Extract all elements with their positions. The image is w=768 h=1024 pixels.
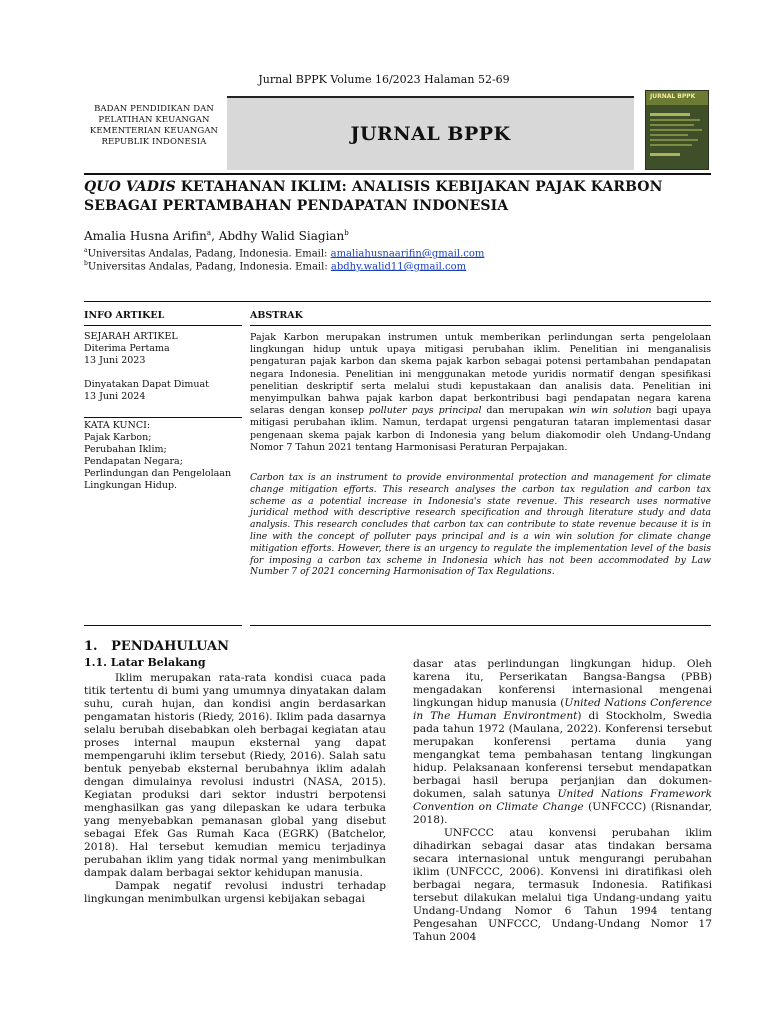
- info-artikel-heading: INFO ARTIKEL: [84, 310, 165, 321]
- publisher-block: [84, 104, 224, 148]
- author-sup: b: [344, 229, 349, 237]
- abstract-english: Carbon tax is an instrument to provide environmental protection and management for climate change mitigation efforts. This research analyses the carbon tax regulation and carbon tax scheme as a potential increase in Indonesia's state revenue. This research uses normative juridical method with descriptive research specification and through literature study and data analysis. This research concludes that carbon tax can contribute to state revenue because it is in line with the concept of polluter pays principal and is a win win solution for climate change mitigation efforts. However, there is an urgency to regulate the implementation level of the basis for imposing a carbon tax scheme in Indonesia which has not been accommodated by Law Number 7 of 2021 concerning Harmonisation of Tax Regulations.: [250, 472, 711, 578]
- history-heading: SEJARAH ARTIKEL: [84, 331, 178, 342]
- keywords-heading: KATA KUNCI:: [84, 420, 151, 431]
- paragraph-emphasis: United Nations Framework Convention on Climate Change: [413, 788, 712, 813]
- abstract-text: bagi upaya mitigasi perubahan iklim. Namun, terdapat urgensi pengaturan tataran implementasi dasar pengenaan skema pajak karbon di Indonesia yang belum diakomodir oleh Undang-Undang Nomor 7 Tahun 2021 tentang Harmonisasi Peraturan Perpajakan.: [250, 405, 711, 453]
- publisher-line: KEMENTERIAN KEUANGAN: [89, 126, 219, 136]
- author-separator: ,: [211, 229, 219, 243]
- keyword: Perlindungan dan Pengelolaan: [84, 468, 232, 479]
- title-line-1: [84, 178, 714, 197]
- abstract-rule: [250, 325, 711, 326]
- accepted-label: Dinyatakan Dapat Dimuat: [84, 379, 209, 390]
- affiliation-sup: a: [84, 247, 88, 254]
- affiliation: [84, 258, 466, 273]
- paragraph: UNFCCC atau konvensi perubahan iklim dihadirkan sebagai dasar atas tindakan bersama secara internasional untuk mengurangi perubahan iklim (UNFCCC, 2006). Konvensi ini diratifikasi oleh berbagai negara, termasuk Indonesia. Ratifikasi tersebut dilakukan melalui tiga Undang-undang yaitu Undang-Undang Nomor 6 Tahun 1994 tentang Pengesahan UNFCCC, Undang-Undang Nomor 17 Tahun 2004: [413, 827, 712, 943]
- publisher-line: BADAN PENDIDIKAN DAN: [94, 104, 214, 114]
- body-column-right: [413, 658, 712, 944]
- received-date: 13 Juni 2023: [84, 355, 146, 366]
- abstract-end-rule-right: [250, 625, 711, 626]
- abstract-text: dan merupakan: [481, 405, 569, 417]
- title-italic: QUO VADIS: [84, 179, 176, 195]
- journal-cover-image: [645, 90, 709, 170]
- received-label: Diterima Pertama: [84, 343, 170, 354]
- paragraph-emphasis: United Nations Conference in The Human Environtment: [413, 697, 712, 722]
- keywords-rule: [84, 417, 242, 418]
- abstract-end-rule-left: [84, 625, 242, 626]
- article-history: [84, 331, 249, 403]
- title-line-2: SEBAGAI PERTAMBAHAN PENDAPATAN INDONESIA: [84, 198, 509, 214]
- article-title: [84, 178, 714, 216]
- keywords-block: [84, 420, 249, 492]
- title-text: KETAHANAN IKLIM: ANALISIS KEBIJAKAN PAJAK KARBON: [175, 179, 663, 195]
- section-rule: [84, 301, 711, 302]
- keyword: Lingkungan Hidup.: [84, 480, 178, 491]
- paragraph: [413, 658, 712, 827]
- body-column-left: [84, 672, 386, 906]
- author-list: [84, 229, 349, 243]
- email-link[interactable]: abdhy.walid11@gmail.com: [330, 261, 467, 273]
- abstrak-heading: ABSTRAK: [250, 310, 303, 321]
- author-name: Amalia Husna Arifin: [84, 229, 207, 243]
- abstract-text: Pajak Karbon merupakan instrumen untuk memberikan perlindungan serta pengelolaan lingkungan hidup untuk upaya mitigasi perubahan iklim. Penelitian ini menganalisis pengaturan pajak karbon dan skema pajak karbon sebagai potensi pertambahan pendapatan negara Indonesia. Penelitian ini menggunakan metode yuridis normatif dengan spesifikasi penelitian deskriptif serta melalui studi kepustakaan dan analisis data. Penelitian ini menyimpulkan bahwa pajak karbon dapat berkontribusi bagi pendapatan negara karena selaras dengan konsep: [250, 332, 711, 417]
- paragraph: Dampak negatif revolusi industri terhadap lingkungan menimbulkan urgensi kebijakan sebagai: [84, 880, 386, 905]
- abstract-indonesian: [250, 332, 711, 454]
- cover-title: JURNAL BPPK: [650, 93, 696, 100]
- journal-header-box: [227, 96, 634, 170]
- affiliation-text: Universitas Andalas, Padang, Indonesia. Email:: [87, 248, 331, 260]
- accepted-date: 13 Juni 2024: [84, 391, 146, 402]
- keyword: Pendapatan Negara;: [84, 456, 183, 467]
- author-sup: a: [206, 229, 212, 237]
- paragraph-text: (UNFCCC) (Risnandar, 2018).: [413, 801, 712, 826]
- paragraph-text: ) di Stockholm, Swedia pada tahun 1972 (Maulana, 2022). Konferensi tersebut merupakan konferensi pertama dunia yang mengangkat tema pembahasan tentang lingkungan hidup. Pelaksanaan konferensi tersebut mendapatkan berbagai hasil berupa perjanjian dan dokumen-dokumen, salah satunya: [413, 710, 712, 800]
- affiliation-text: Universitas Andalas, Padang, Indonesia. Email:: [87, 261, 331, 273]
- keyword: Perubahan Iklim;: [84, 444, 167, 455]
- affiliation-sup: b: [84, 260, 88, 267]
- journal-volume-line: Jurnal BPPK Volume 16/2023 Halaman 52-69: [258, 73, 510, 86]
- paragraph-text: dasar atas perlindungan lingkungan hidup. Oleh karena itu, Perserikatan Bangsa-Bangsa (PBB) mengadakan konferensi internasional mengenai lingkungan hidup manusia (: [413, 658, 712, 709]
- header-rule: [84, 173, 711, 175]
- abstract-emphasis: polluter pays principal: [368, 405, 482, 417]
- author-name: Abdhy Walid Siagian: [218, 229, 345, 243]
- keyword: Pajak Karbon;: [84, 432, 152, 443]
- info-rule: [84, 325, 242, 326]
- publisher-line: PELATIHAN KEUANGAN: [98, 115, 210, 125]
- email-link[interactable]: amaliahusnaarifin@gmail.com: [330, 248, 485, 260]
- journal-name: JURNAL BPPK: [350, 123, 511, 145]
- subsection-heading: 1.1. Latar Belakang: [84, 656, 206, 669]
- section-heading: 1. PENDAHULUAN: [84, 639, 230, 654]
- abstract-emphasis: win win solution: [568, 405, 652, 417]
- paragraph: Iklim merupakan rata-rata kondisi cuaca pada titik tertentu di bumi yang umumnya dinyatakan dalam suhu, curah hujan, dan kondisi angin berdasarkan pengamatan historis (Riedy, 2016). Iklim pada dasarnya selalu berubah disebabkan oleh berbagai kegiatan atau proses internal maupun eksternal yang dapat mempengaruhi iklim tersebut (Riedy, 2016). Salah satu bentuk penyebab eksternal berubahnya iklim adalah dengan dimulainya revolusi industri (NASA, 2015). Kegiatan produksi dari sektor industri berpotensi menghasilkan gas yang dilepaskan ke udara terbuka yang menyebabkan pemanasan global yang disebut sebagai Efek Gas Rumah Kaca (EGRK) (Batchelor, 2018). Hal tersebut kemudian memicu terjadinya perubahan iklim yang tidak normal yang menimbulkan dampak dalam berbagai sektor kehidupan manusia.: [84, 672, 386, 879]
- publisher-line: REPUBLIK INDONESIA: [101, 137, 207, 147]
